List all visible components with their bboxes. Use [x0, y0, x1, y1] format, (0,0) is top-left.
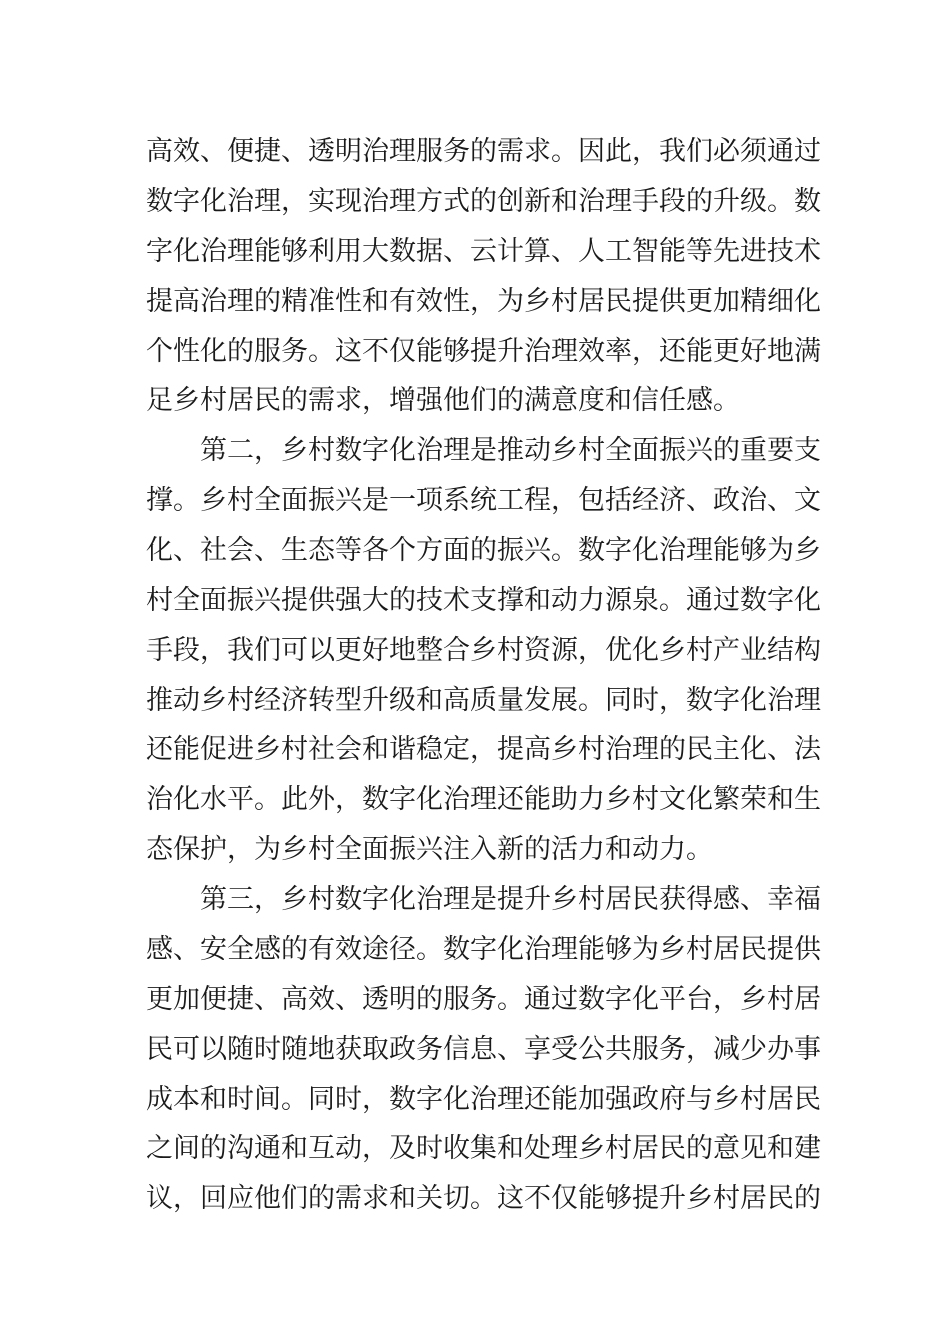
- text-line: 村全面振兴提供强大的技术支撑和动力源泉。通过数字化: [146, 585, 821, 616]
- text-line: 字化治理能够利用大数据、云计算、人工智能等先进技术: [146, 236, 821, 267]
- text-line: 数字化治理，实现治理方式的创新和治理手段的升级。数: [146, 186, 821, 217]
- text-line: 化、社会、生态等各个方面的振兴。数字化治理能够为乡: [146, 535, 821, 566]
- text-line: 提高治理的精准性和有效性，为乡村居民提供更加精细化: [146, 286, 821, 317]
- text-line: 态保护，为乡村全面振兴注入新的活力和动力。: [146, 834, 713, 865]
- text-line: 成本和时间。同时，数字化治理还能加强政府与乡村居民: [146, 1084, 821, 1115]
- text-line: 感、安全感的有效途径。数字化治理能够为乡村居民提供: [146, 934, 821, 965]
- text-line: 之间的沟通和互动，及时收集和处理乡村居民的意见和建: [146, 1133, 821, 1164]
- text-line: 高效、便捷、透明治理服务的需求。因此，我们必须通过: [146, 136, 821, 167]
- text-line: 还能促进乡村社会和谐稳定，提高乡村治理的民主化、法: [146, 734, 821, 765]
- text-line: 议，回应他们的需求和关切。这不仅能够提升乡村居民的: [146, 1183, 821, 1214]
- text-line: 撑。乡村全面振兴是一项系统工程，包括经济、政治、文: [146, 485, 821, 516]
- text-line: 治化水平。此外，数字化治理还能助力乡村文化繁荣和生: [146, 784, 821, 815]
- paragraph-start-line: 第二，乡村数字化治理是推动乡村全面振兴的重要支: [200, 435, 821, 466]
- text-line: 手段，我们可以更好地整合乡村资源，优化乡村产业结构: [146, 635, 821, 666]
- text-line: 更加便捷、高效、透明的服务。通过数字化平台，乡村居: [146, 984, 821, 1015]
- text-line: 民可以随时随地获取政务信息、享受公共服务，减少办事: [146, 1034, 821, 1065]
- text-line: 足乡村居民的需求，增强他们的满意度和信任感。: [146, 385, 740, 416]
- text-line: 个性化的服务。这不仅能够提升治理效率，还能更好地满: [146, 336, 821, 367]
- paragraph-start-line: 第三，乡村数字化治理是提升乡村居民获得感、幸福: [200, 884, 821, 915]
- text-line: 推动乡村经济转型升级和高质量发展。同时，数字化治理: [146, 685, 821, 716]
